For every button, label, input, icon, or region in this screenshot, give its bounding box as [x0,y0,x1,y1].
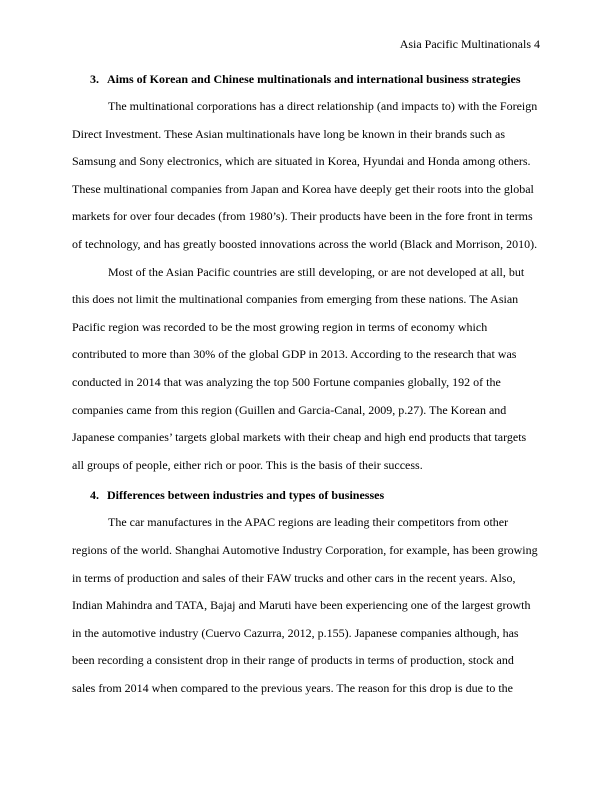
section-4-heading [90,488,384,502]
body-line: These multinational companies from Japan and Korea have deeply get their roots into the global [72,182,534,196]
body-line: Indian Mahindra and TATA, Bajaj and Maruti have been experiencing one of the largest growth [72,598,531,612]
body-line: been recording a consistent drop in their range of products in terms of production, stock and [72,653,514,667]
body-line: Most of the Asian Pacific countries are still developing, or are not developed at all, but [108,265,525,279]
body-line: Direct Investment. These Asian multinationals have long be known in their brands such as [72,127,506,141]
body-line: of technology, and has greatly boosted innovations across the world (Black and Morrison, 2010). [72,237,538,251]
body-line: markets for over four decades (from 1980’s). Their products have been in the fore front in terms [72,209,533,223]
body-line: sales from 2014 when compared to the previous years. The reason for this drop is due to the [72,681,513,695]
body-line: conducted in 2014 that was analyzing the top 500 Fortune companies globally, 192 of the [72,375,501,389]
section-3-title: Aims of Korean and Chinese multinationals and international business strategies [107,72,521,86]
section-3-heading [90,72,521,86]
body-line: Samsung and Sony electronics, which are situated in Korea, Hyundai and Honda among others. [72,154,531,168]
running-head: Asia Pacific Multinationals 4 [399,37,540,51]
body-line: all groups of people, either rich or poor. This is the basis of their success. [72,458,423,472]
body-line: Pacific region was recorded to be the most growing region in terms of economy which [72,320,488,334]
body-line: contributed to more than 30% of the global GDP in 2013. According to the research that was [72,347,517,361]
body-line: companies came from this region (Guillen and Garcia-Canal, 2009, p.27). The Korean and [72,403,507,417]
body-line: The multinational corporations has a direct relationship (and impacts to) with the Foreign [108,99,538,113]
body-line: this does not limit the multinational companies from emerging from these nations. The Asian [72,292,519,306]
section-3-number: 3. [90,72,99,86]
body-line: The car manufactures in the APAC regions are leading their competitors from other [108,515,509,529]
body-line: in terms of production and sales of their FAW trucks and other cars in the recent years. Also, [72,571,516,585]
body-line: in the automotive industry (Cuervo Cazurra, 2012, p.155). Japanese companies although, has [72,626,519,640]
body-line: regions of the world. Shanghai Automotive Industry Corporation, for example, has been growing [72,543,538,557]
section-4-title: Differences between industries and types of businesses [107,488,385,502]
section-4-number: 4. [90,488,99,502]
body-line: Japanese companies’ targets global markets with their cheap and high end products that targets [72,430,527,444]
